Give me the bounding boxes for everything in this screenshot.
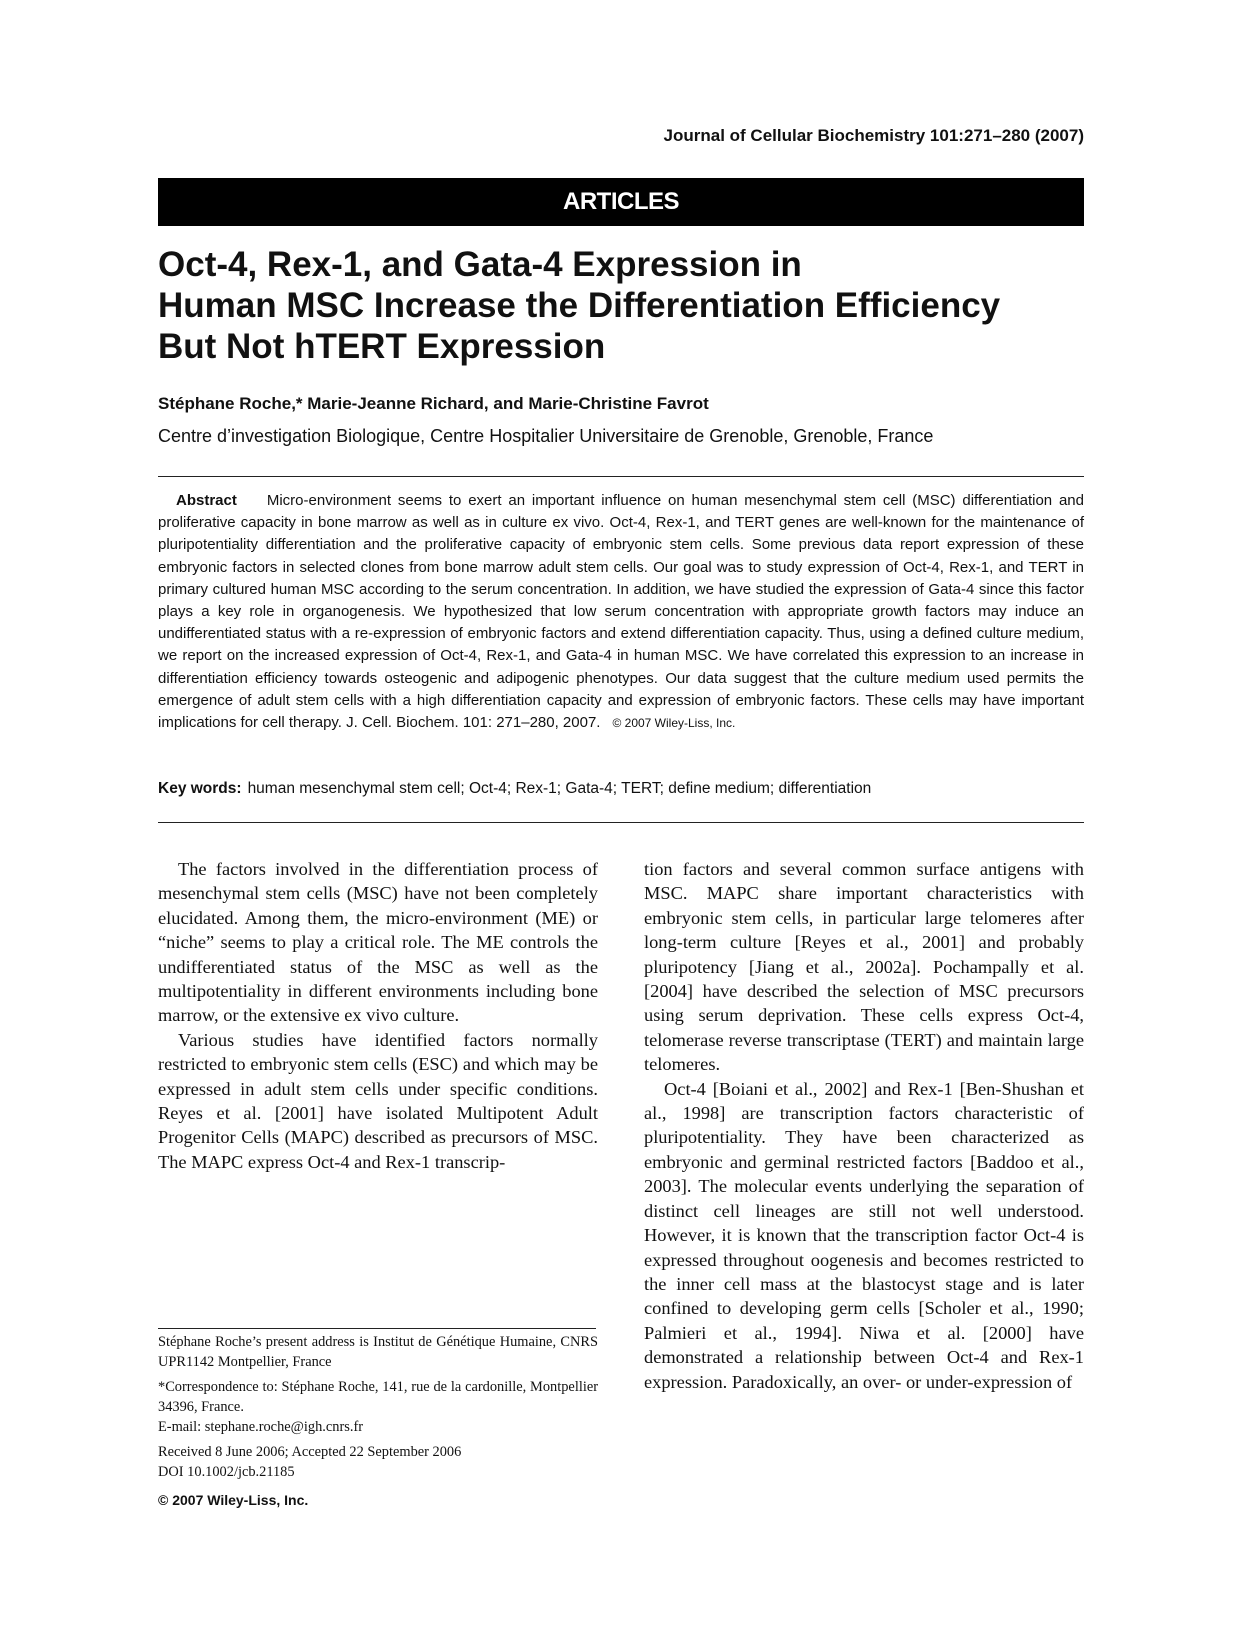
footnote-copyright: © 2007 Wiley-Liss, Inc.	[158, 1492, 309, 1508]
section-banner	[158, 178, 1084, 226]
footnote-correspondence: *Correspondence to: Stéphane Roche, 141, rue de la cardonille, Montpellier 34396, France.	[158, 1379, 598, 1415]
body-paragraph: The factors involved in the differentiation process of mesenchymal stem cells (MSC) have not been completely elucidated. Among them, the micro-environment (ME) or “niche” seems to play a critical role. The ME controls the undifferentiated status of the MSC as well as the multipotentiality in different environments including bone marrow, or the extensive ex vivo culture.	[158, 859, 598, 1026]
body-paragraph: Various studies have identified factors normally restricted to embryonic stem cells (ESC) and which may be expressed in adult stem cells under specific conditions. Reyes et al. [2001] have isolated Multipotent Adult Progenitor Cells (MAPC) described as precursors of MSC. The MAPC express Oct-4 and Rex-1 transcrip-	[158, 1029, 598, 1172]
body-paragraph: tion factors and several common surface antigens with MSC. MAPC share important characteristics with embryonic stem cells, in particular large telomeres after long-term culture [Reyes et al., 2001] and probably pluripotency [Jiang et al., 2002a]. Pochampally et al. [2004] have described the selection of MSC precursors using serum deprivation. These cells express Oct-4, telomerase reverse transcriptase (TERT) and maintain large telomeres.	[644, 859, 1084, 1075]
footnote-email: E-mail: stephane.roche@igh.cnrs.fr	[158, 1419, 364, 1435]
abstract-bottom-rule	[158, 822, 1084, 823]
affiliation: Centre d’investigation Biologique, Centre Hospitalier Universitaire de Grenoble, Grenoble, France	[158, 426, 934, 446]
footnotes	[158, 1332, 598, 1510]
abstract-copyright: © 2007 Wiley-Liss, Inc.	[612, 716, 736, 731]
author-list: Stéphane Roche,* Marie-Jeanne Richard, and Marie-Christine Favrot	[158, 394, 709, 413]
abstract-top-rule	[158, 476, 1084, 477]
keywords-text: human mesenchymal stem cell; Oct-4; Rex-1; Gata-4; TERT; define medium; differentiation	[247, 780, 872, 797]
abstract	[158, 490, 1084, 734]
title-line: Human MSC Increase the Differentiation Efficiency	[158, 286, 1001, 325]
title-line: Oct-4, Rex-1, and Gata-4 Expression in	[158, 245, 802, 284]
title-line: But Not hTERT Expression	[158, 327, 606, 366]
keywords-label: Key words:	[158, 780, 242, 797]
body-column-left	[158, 857, 598, 1174]
section-label: ARTICLES	[563, 188, 679, 215]
journal-citation: Journal of Cellular Biochemistry 101:271–280 (2007)	[663, 126, 1084, 145]
abstract-label: Abstract	[176, 492, 237, 509]
footnote-rule	[158, 1328, 596, 1329]
footnote-doi: DOI 10.1002/jcb.21185	[158, 1464, 295, 1480]
abstract-text: Micro-environment seems to exert an important influence on human mesenchymal stem cell (MSC) differentiation and proliferative capacity in bone marrow as well as in culture ex vivo. Oct-4, Rex-1, and TERT genes are well-known for the maintenance of pluripotentiality differentiation and the proliferative capacity of embryonic stem cells. Some previous data report expression of these embryonic factors in selected clones from bone marrow adult stem cells. Our goal was to study expression of Oct-4, Rex-1, and TERT in primary cultured human MSC according to the serum concentration. In addition, we have studied the expression of Gata-4 since this factor plays a key role in organogenesis. We hypothesized that low serum concentration with appropriate growth factors may induce an undifferentiated status with a re-expression of embryonic factors and extend differentiation capacity. Thus, using a defined culture medium, we report on the increased expression of Oct-4, Rex-1, and Gata-4 in human MSC. We have correlated this expression to an increase in differentiation efficiency towards osteogenic and adipogenic phenotypes. Our data suggest that the culture medium used permits the emergence of adult stem cells with a high differentiation capacity and expression of embryonic factors. These cells may have important implications for cell therapy. J. Cell. Biochem. 101: 271–280, 2007.	[158, 492, 1084, 732]
article-title	[158, 244, 1098, 367]
footnote-address: Stéphane Roche’s present address is Institut de Génétique Humaine, CNRS UPR1142 Montpellier, France	[158, 1334, 598, 1370]
body-column-right	[644, 857, 1084, 1394]
footnote-received: Received 8 June 2006; Accepted 22 September 2006	[158, 1444, 462, 1460]
keywords	[158, 780, 871, 798]
body-paragraph: Oct-4 [Boiani et al., 2002] and Rex-1 [Ben-Shushan et al., 1998] are transcription factors characteristic of pluripotentiality. They have been characterized as embryonic and germinal restricted factors [Baddoo et al., 2003]. The molecular events underlying the separation of distinct cell lineages are still not well understood. However, it is known that the transcription factor Oct-4 is expressed throughout oogenesis and becomes restricted to the inner cell mass at the blastocyst stage and is later confined to developing germ cells [Scholer et al., 1990; Palmieri et al., 1994]. Niwa et al. [2000] have demonstrated a relationship between Oct-4 and Rex-1 expression. Paradoxically, an over- or under-expression of	[644, 1078, 1084, 1392]
